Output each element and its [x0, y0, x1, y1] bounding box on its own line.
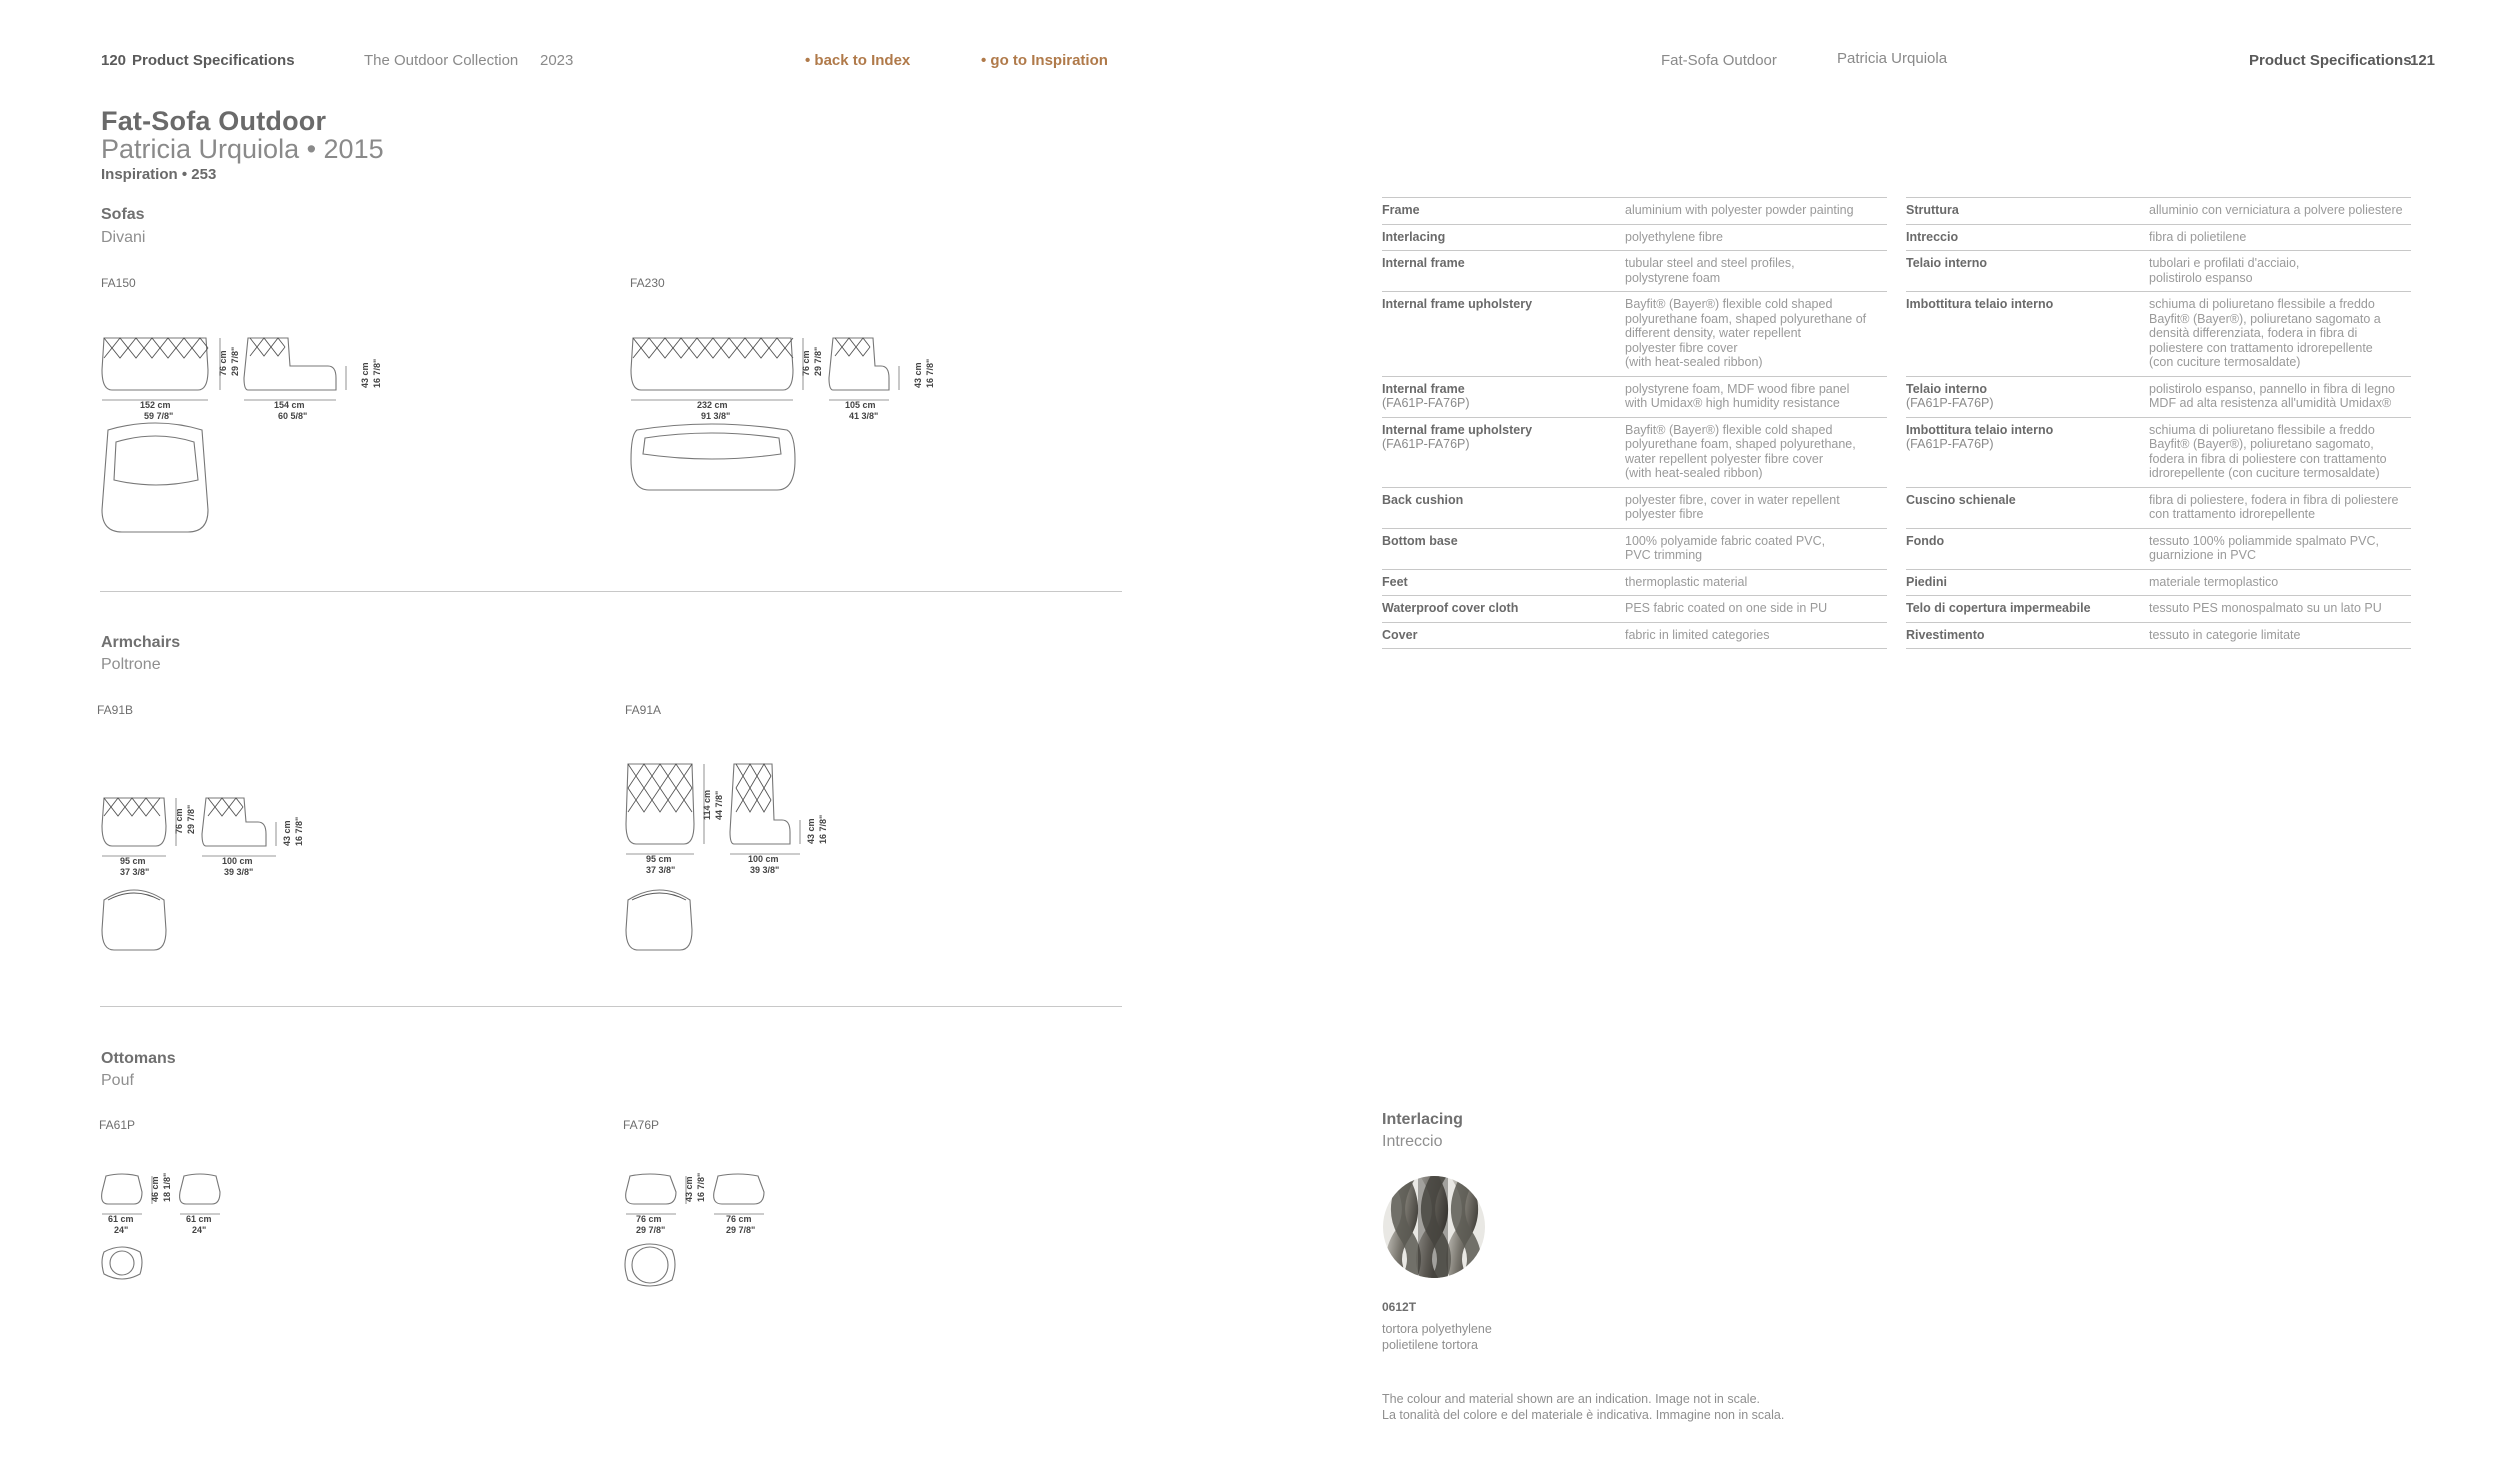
svg-text:114 cm: 114 cm [702, 789, 712, 820]
svg-text:24": 24" [114, 1225, 129, 1235]
spec-key: Internal frame upholstery (FA61P-FA76P) [1382, 417, 1625, 487]
svg-text:29 7/8": 29 7/8" [230, 346, 240, 376]
spec-value: materiale termoplastico [2149, 569, 2411, 596]
svg-text:95 cm: 95 cm [120, 856, 146, 866]
svg-text:37 3/8": 37 3/8" [120, 867, 150, 877]
svg-text:16 7/8": 16 7/8" [818, 814, 828, 844]
svg-text:16 7/8": 16 7/8" [696, 1172, 706, 1202]
spec-table-en [1382, 197, 1887, 649]
disclaimer-en: The colour and material shown are an indication. Image not in scale. [1382, 1392, 1760, 1406]
spec-key: Telo di copertura impermeabile [1906, 596, 2149, 623]
fa91b-drawing [98, 790, 318, 960]
spec-value: tubolari e profilati d'acciaio, polistirolo espanso [2149, 251, 2411, 292]
svg-text:232 cm: 232 cm [697, 400, 728, 410]
spec-row [1382, 224, 1887, 251]
spec-key: Internal frame [1382, 251, 1625, 292]
spec-row [1382, 569, 1887, 596]
product-code: FA230 [630, 276, 665, 290]
svg-text:37 3/8": 37 3/8" [646, 865, 676, 875]
spec-row [1382, 528, 1887, 569]
spec-table-it [1906, 197, 2411, 649]
spec-row [1906, 292, 2411, 377]
interlacing-swatch [1382, 1175, 1486, 1279]
spec-key: Internal frame upholstery [1382, 292, 1625, 377]
svg-text:41 3/8": 41 3/8" [849, 411, 879, 421]
spec-key: Fondo [1906, 528, 2149, 569]
spec-value: PES fabric coated on one side in PU [1625, 596, 1887, 623]
spec-value: tessuto in categorie limitate [2149, 622, 2411, 649]
spec-value: tessuto PES monospalmato su un lato PU [2149, 596, 2411, 623]
spec-row [1906, 224, 2411, 251]
svg-text:76 cm: 76 cm [636, 1214, 662, 1224]
svg-text:46 cm: 46 cm [150, 1176, 160, 1202]
spec-row [1906, 622, 2411, 649]
spec-key: Telaio interno (FA61P-FA76P) [1906, 376, 2149, 417]
svg-text:154 cm: 154 cm [274, 400, 305, 410]
spec-value: Bayfit® (Bayer®) flexible cold shaped polyurethane foam, shaped polyurethane of different density, water repellent polyester fibre cover (with heat-sealed ribbon) [1625, 292, 1887, 377]
spec-row [1382, 251, 1887, 292]
svg-text:60 5/8": 60 5/8" [278, 411, 308, 421]
spec-row [1382, 487, 1887, 528]
spec-value: tubular steel and steel profiles, polystyrene foam [1625, 251, 1887, 292]
svg-text:29 7/8": 29 7/8" [636, 1225, 666, 1235]
svg-text:95 cm: 95 cm [646, 854, 672, 864]
header-section-right: Product Specifications [2249, 52, 2412, 69]
spec-key: Back cushion [1382, 487, 1625, 528]
go-to-inspiration-link[interactable]: • go to Inspiration [981, 52, 1108, 69]
product-code: FA61P [99, 1118, 136, 1132]
spec-value: 100% polyamide fabric coated PVC, PVC trimming [1625, 528, 1887, 569]
svg-text:18 1/8": 18 1/8" [162, 1172, 172, 1202]
spec-key: Internal frame (FA61P-FA76P) [1382, 376, 1625, 417]
spec-value: polystyrene foam, MDF wood fibre panel with Umidax® high humidity resistance [1625, 376, 1887, 417]
interlacing-code: 0612T [1382, 1300, 1417, 1314]
svg-text:43 cm: 43 cm [282, 820, 292, 846]
interlacing-title: Interlacing [1382, 1111, 1463, 1128]
spec-key: Bottom base [1382, 528, 1625, 569]
spec-value: polyethylene fibre [1625, 224, 1887, 251]
section-title-ottomans: Ottomans [101, 1050, 176, 1067]
svg-text:152 cm: 152 cm [140, 400, 171, 410]
spec-row [1382, 292, 1887, 377]
spec-key: Imbottitura telaio interno [1906, 292, 2149, 377]
svg-text:105 cm: 105 cm [845, 400, 876, 410]
spec-value: alluminio con verniciatura a polvere poliestere [2149, 198, 2411, 225]
spec-value: fabric in limited categories [1625, 622, 1887, 649]
header-collection: The Outdoor Collection [364, 52, 519, 69]
spec-key: Piedini [1906, 569, 2149, 596]
product-code: FA91A [625, 703, 662, 717]
header-section-left: Product Specifications [132, 52, 295, 69]
svg-text:29 7/8": 29 7/8" [186, 804, 196, 834]
fa91a-drawing [622, 760, 842, 960]
page-number-right: 121 [2410, 52, 2436, 69]
svg-text:43 cm: 43 cm [360, 362, 370, 388]
svg-text:16 7/8": 16 7/8" [294, 816, 304, 846]
section-title-sofas: Sofas [101, 206, 145, 223]
product-title: Fat-Sofa Outdoor [101, 106, 327, 136]
svg-text:16 7/8": 16 7/8" [925, 358, 935, 388]
svg-text:29 7/8": 29 7/8" [726, 1225, 756, 1235]
spec-value: Bayfit® (Bayer®) flexible cold shaped polyurethane foam, shaped polyurethane, water repellent polyester fibre cover (with heat-sealed ribbon) [1625, 417, 1887, 487]
spec-row [1382, 198, 1887, 225]
spec-row [1906, 569, 2411, 596]
spec-value: polyester fibre, cover in water repellent polyester fibre [1625, 487, 1887, 528]
spec-key: Cuscino schienale [1906, 487, 2149, 528]
product-code: FA76P [623, 1118, 660, 1132]
spec-value: fibra di poliestere, fodera in fibra di poliestere con trattamento idrorepellente [2149, 487, 2411, 528]
designer-year: Patricia Urquiola • 2015 [101, 134, 384, 164]
fa230-drawing [627, 330, 947, 510]
section-divider [100, 1006, 1122, 1007]
spec-key-note: (FA61P-FA76P) [1906, 437, 1994, 451]
spec-value: thermoplastic material [1625, 569, 1887, 596]
svg-text:61 cm: 61 cm [186, 1214, 212, 1224]
product-code: FA150 [101, 276, 136, 290]
svg-text:29 7/8": 29 7/8" [813, 346, 823, 376]
spec-key: Rivestimento [1906, 622, 2149, 649]
spec-value: polistirolo espanso, pannello in fibra di legno MDF ad alta resistenza all'umidità Umidax® [2149, 376, 2411, 417]
svg-text:76 cm: 76 cm [801, 350, 811, 376]
svg-text:43 cm: 43 cm [806, 818, 816, 844]
header-product: Fat-Sofa Outdoor [1661, 52, 1777, 69]
interlacing-name-en: tortora polyethylene [1382, 1322, 1492, 1336]
spec-key: Feet [1382, 569, 1625, 596]
spec-row [1382, 596, 1887, 623]
interlacing-name-it: polietilene tortora [1382, 1338, 1478, 1352]
spec-key: Struttura [1906, 198, 2149, 225]
spec-key-note: (FA61P-FA76P) [1382, 437, 1470, 451]
spec-key: Frame [1382, 198, 1625, 225]
spec-row [1382, 376, 1887, 417]
svg-text:76 cm: 76 cm [174, 808, 184, 834]
spec-key-note: (FA61P-FA76P) [1382, 396, 1470, 410]
svg-text:43 cm: 43 cm [913, 362, 923, 388]
spec-key: Telaio interno [1906, 251, 2149, 292]
spec-row [1906, 596, 2411, 623]
spec-value: fibra di polietilene [2149, 224, 2411, 251]
back-to-index-link[interactable]: • back to Index [805, 52, 911, 69]
svg-text:16 7/8": 16 7/8" [372, 358, 382, 388]
disclaimer-it: La tonalità del colore e del materiale è indicativa. Immagine non in scala. [1382, 1408, 1785, 1422]
svg-text:61 cm: 61 cm [108, 1214, 134, 1224]
spec-row [1906, 251, 2411, 292]
fa61p-drawing [98, 1170, 248, 1300]
section-subtitle-armchairs: Poltrone [101, 656, 161, 673]
spec-row [1382, 622, 1887, 649]
spec-key: Imbottitura telaio interno (FA61P-FA76P) [1906, 417, 2149, 487]
spec-key: Interlacing [1382, 224, 1625, 251]
spec-row [1906, 487, 2411, 528]
section-divider [100, 591, 1122, 592]
fa150-drawing [98, 330, 398, 540]
svg-text:39 3/8": 39 3/8" [750, 865, 780, 875]
spec-key: Intreccio [1906, 224, 2149, 251]
svg-text:59 7/8": 59 7/8" [144, 411, 174, 421]
section-subtitle-ottomans: Pouf [101, 1072, 134, 1089]
interlacing-subtitle: Intreccio [1382, 1133, 1443, 1150]
fa76p-drawing [622, 1170, 792, 1310]
spec-row [1906, 376, 2411, 417]
spec-value: aluminium with polyester powder painting [1625, 198, 1887, 225]
spec-key: Waterproof cover cloth [1382, 596, 1625, 623]
svg-text:100 cm: 100 cm [748, 854, 779, 864]
svg-text:100 cm: 100 cm [222, 856, 253, 866]
svg-text:44 7/8": 44 7/8" [714, 790, 724, 820]
page-number-left: 120 [101, 52, 127, 69]
header-year: 2023 [540, 52, 574, 69]
svg-text:91 3/8": 91 3/8" [701, 411, 731, 421]
svg-text:43 cm: 43 cm [684, 1176, 694, 1202]
svg-text:39 3/8": 39 3/8" [224, 867, 254, 877]
spec-row [1906, 198, 2411, 225]
spec-row [1906, 528, 2411, 569]
svg-text:76 cm: 76 cm [218, 350, 228, 376]
spec-key: Cover [1382, 622, 1625, 649]
svg-text:76 cm: 76 cm [726, 1214, 752, 1224]
spec-value: schiuma di poliuretano flessibile a freddo Bayfit® (Bayer®), poliuretano sagomato a densità differenziata, fodera in fibra di poliestere con trattamento idrorepellente (con cuciture termosaldate) [2149, 292, 2411, 377]
section-title-armchairs: Armchairs [101, 634, 181, 651]
product-code: FA91B [97, 703, 134, 717]
spec-key-note: (FA61P-FA76P) [1906, 396, 1994, 410]
spec-value: tessuto 100% poliammide spalmato PVC, guarnizione in PVC [2149, 528, 2411, 569]
header-designer: Patricia Urquiola [1837, 50, 1948, 67]
section-subtitle-sofas: Divani [101, 229, 146, 246]
inspiration-ref: Inspiration • 253 [101, 166, 217, 183]
spec-row [1906, 417, 2411, 487]
svg-text:24": 24" [192, 1225, 207, 1235]
spec-row [1382, 417, 1887, 487]
spec-value: schiuma di poliuretano flessibile a freddo Bayfit® (Bayer®), poliuretano sagomato, fodera in fibra di poliestere con trattamento idrorepellente (con cuciture termosaldate) [2149, 417, 2411, 487]
